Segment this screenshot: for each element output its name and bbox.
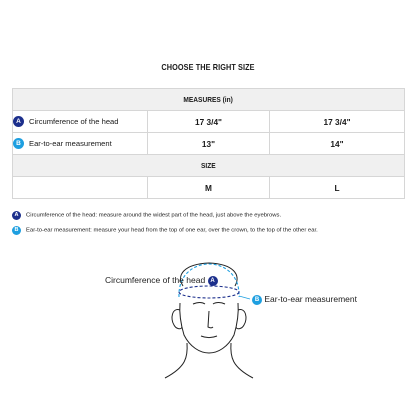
badge-a-icon: A: [208, 276, 218, 286]
row-label-ear-to-ear: Ear-to-ear measurement: [29, 139, 112, 148]
size-header: SIZE: [201, 161, 216, 170]
size-m: M: [148, 177, 270, 199]
measures-header: MEASURES (in): [183, 95, 234, 104]
diagram-label-ear-to-ear: B Ear-to-ear measurement: [252, 294, 357, 305]
note-circumference: A Circumference of the head: measure around the widest part of the head, just above the eyebrows.: [12, 211, 281, 220]
diagram-label-circumference: Circumference of the head A: [105, 275, 218, 286]
badge-a-icon: A: [12, 211, 21, 220]
table-row: [13, 111, 405, 133]
row-label-circumference: Circumference of the head: [29, 117, 119, 126]
note-ear-to-ear: B Ear-to-ear measurement: measure your head from the top of one ear, over the crown, to the top of the other ear.: [12, 226, 318, 235]
badge-b-icon: B: [12, 226, 21, 235]
size-header-row: [13, 155, 405, 177]
value-ear-to-ear-m: 13": [148, 133, 270, 155]
ear-to-ear-leader-line: [239, 296, 250, 299]
table-row: [13, 133, 405, 155]
table-row: [13, 177, 405, 199]
measures-header-row: [13, 89, 405, 111]
value-circumference-m: 17 3/4": [148, 111, 270, 133]
value-ear-to-ear-l: 14": [270, 133, 405, 155]
size-l: L: [270, 177, 405, 199]
size-chart-table: [12, 88, 405, 199]
value-circumference-l: 17 3/4": [270, 111, 405, 133]
page-title: CHOOSE THE RIGHT SIZE: [161, 62, 255, 72]
badge-b-icon: B: [252, 295, 262, 305]
badge-b-icon: B: [13, 138, 24, 149]
badge-a-icon: A: [13, 116, 24, 127]
circumference-ellipse: [179, 286, 239, 298]
